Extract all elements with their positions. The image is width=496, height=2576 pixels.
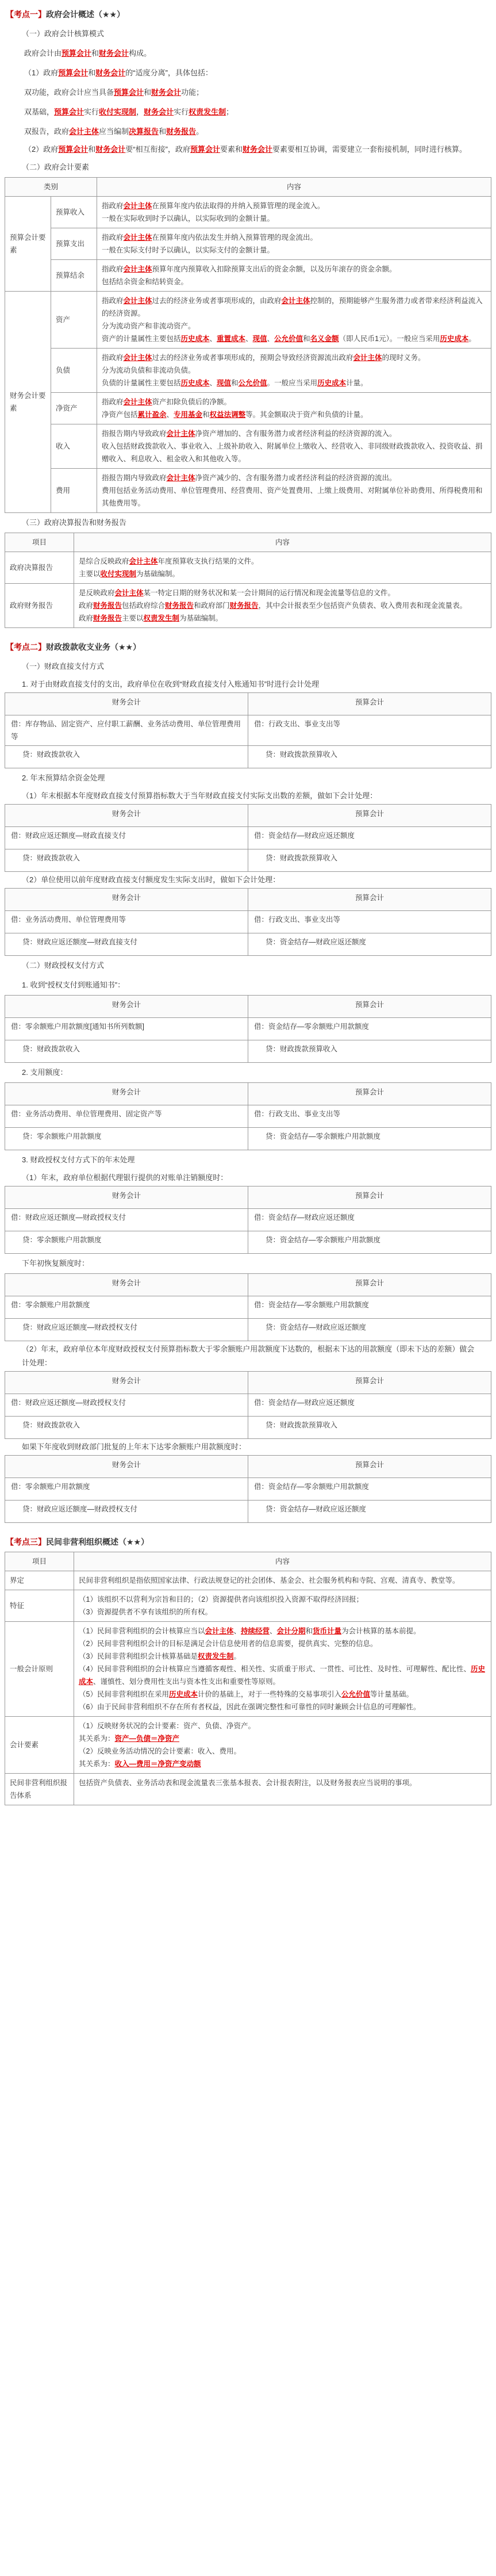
table-header: 项目 — [5, 533, 74, 552]
table-row — [5, 260, 491, 292]
table-row — [5, 746, 491, 768]
table-row — [5, 469, 491, 513]
journal-entry-table — [5, 888, 491, 956]
debit-cell: 借：行政支出、事业支出等 — [248, 1105, 491, 1128]
credit-cell: 贷：财政拨款预算收入 — [248, 1040, 491, 1063]
debit-cell: 借：库存物品、固定资产、应付职工薪酬、业务活动费用、单位管理费用等 — [5, 715, 248, 746]
debit-cell: 借：行政支出、事业支出等 — [248, 911, 491, 933]
cell-line: 收入包括财政拨款收入、事业收入、上级补助收入、附属单位上缴收入、经营收入、非同级财政拨款收入、投资收益、捐赠收入、利息收入、租金收入和其他收入等。 — [102, 442, 483, 463]
table-cell — [74, 1590, 491, 1622]
table-row — [5, 393, 491, 424]
row-name-cell: 费用 — [51, 469, 97, 513]
table-row — [5, 584, 491, 628]
cell-line: （3）民间非营利组织会计核算基础是权责发生制。 — [79, 1652, 241, 1660]
cell-line: 政府财务报告包括政府综合财务报告和政府部门财务报告，其中会计报表至少包括资产负债表、收入费用表和现金流量表。 — [79, 602, 467, 610]
table-cell — [97, 260, 491, 292]
table-header: 财务会计 — [5, 1274, 248, 1296]
cell-line: 费用包括业务活动费用、单位管理费用、经营费用、资产处置费用、上缴上级费用、对附属单位补助费用、所得税费用和其他费用等。 — [102, 487, 483, 507]
s2-heading-1: （一）财政直接支付方式 — [22, 662, 105, 671]
table-row — [5, 1571, 491, 1590]
row-name-cell: 负债 — [51, 349, 97, 393]
group-cell: 预算会计要素 — [5, 197, 51, 292]
row-name-cell: 一般会计原则 — [5, 1622, 74, 1717]
table-row — [5, 827, 491, 849]
cell-line: 是综合反映政府会计主体年度预算收支执行结果的文件。 — [79, 557, 259, 565]
row-name-cell: 资产 — [51, 292, 97, 349]
table-row — [5, 424, 491, 469]
cell-line: 指政府会计主体过去的经济业务或者事项形成的，预期会导致经济资源流出政府会计主体的现时义务。 — [102, 354, 425, 362]
table-cell — [97, 393, 491, 424]
cell-line: 包括资产负债表、业务活动表和现金流量表三张基本报表、会计报表附注，以及财务报表应当说明的事项。 — [79, 1779, 417, 1787]
table-body — [5, 197, 491, 513]
s1-paragraph: （2）政府预算会计和财务会计要“相互衔接”，政府预算会计要素和财务会计要素要相互协调，需要建立一套衔接机制，同时进行核算。 — [24, 145, 467, 154]
table-header: 财务会计 — [5, 1456, 248, 1478]
table-cell — [97, 349, 491, 393]
table-header: 类别 — [5, 178, 97, 197]
row-name-cell: 政府财务报告 — [5, 584, 74, 628]
cell-line: 一般在实际支付时予以确认，以实际支付的金额计量。 — [102, 246, 275, 254]
debit-cell: 借：业务活动费用、单位管理费用等 — [5, 911, 248, 933]
group-cell: 财务会计要素 — [5, 292, 51, 513]
row-name-cell: 预算收入 — [51, 197, 97, 228]
table-row — [5, 1622, 491, 1717]
table-body — [5, 1571, 491, 1805]
table-header: 预算会计 — [248, 1083, 491, 1105]
cell-line: 指报告期内导致政府会计主体净资产减少的、含有服务潜力或者经济利益的经济资源的流出。 — [102, 474, 397, 482]
section-2-title: 【考点二】财政拨款收支业务（★★） — [6, 642, 141, 652]
row-name-cell: 收入 — [51, 424, 97, 469]
table-row — [5, 1590, 491, 1622]
table-header-row — [5, 1372, 491, 1394]
table-row — [5, 1209, 491, 1231]
table-cell — [97, 424, 491, 469]
s2-paragraph: 如果下年度收到财政部门批复的上年末下达零余额账户用款额度时： — [22, 1442, 247, 1451]
report-table — [5, 533, 491, 628]
table-header-row — [5, 889, 491, 911]
section-1-title: 【考点一】政府会计概述（★★） — [6, 10, 125, 19]
table-header: 预算会计 — [248, 805, 491, 827]
credit-cell: 贷：零余额账户用款额度 — [5, 1231, 248, 1254]
table-header: 内容 — [74, 1552, 491, 1571]
table-header-row — [5, 805, 491, 827]
table-row — [5, 1501, 491, 1523]
credit-cell: 贷：财政应返还额度—财政直接支付 — [5, 933, 248, 956]
table-header-row — [5, 1456, 491, 1478]
cell-line: 指政府会计主体在预算年度内依法取得的并纳入预算管理的现金流入。 — [102, 202, 325, 210]
table-header: 预算会计 — [248, 1456, 491, 1478]
table-row — [5, 1717, 491, 1774]
cell-line: 指政府会计主体预算年度内预算收入扣除预算支出后的资金余额，以及历年滚存的资金余额。 — [102, 265, 397, 273]
s2-paragraph: （2）年末，政府单位本年度财政授权支付预算指标数大于零余额账户用款额度下达数的，根据未下达的用款额度（即未下达的差额）做会计处理： — [22, 1345, 475, 1367]
journal-entry-table — [5, 1273, 491, 1341]
cell-line: 指政府会计主体资产扣除负债后的净额。 — [102, 398, 232, 406]
debit-cell: 借：行政支出、事业支出等 — [248, 715, 491, 746]
cell-line: 资产的计量属性主要包括历史成本、重置成本、现值、公允价值和名义金额（即人民币1元）。一般应当采用历史成本。 — [102, 335, 476, 343]
credit-cell: 贷：财政拨款收入 — [5, 849, 248, 872]
s1-paragraph: 双基础，预算会计实行收付实现制，财务会计实行权责发生制； — [24, 108, 234, 116]
table-row — [5, 1128, 491, 1150]
table-body — [5, 552, 491, 628]
s1-paragraph: （1）政府预算会计和财务会计的“适度分离”，具体包括： — [24, 68, 213, 77]
table-cell — [74, 552, 491, 584]
table-header-row — [5, 693, 491, 715]
cell-line: 民间非营利组织是指依照国家法律、行政法规登记的社会团体、基金会、社会服务机构和寺院、宫观、清真寺、教堂等。 — [79, 1576, 460, 1584]
s2-paragraph: （1）年末，政府单位根据代理银行提供的对账单注销额度时： — [22, 1173, 228, 1182]
cell-line: 是反映政府会计主体某一特定日期的财务状况和某一会计期间的运行情况和现金流量等信息的文件。 — [79, 589, 395, 597]
table-row — [5, 1231, 491, 1254]
debit-cell: 借：财政应返还额度—财政直接支付 — [5, 827, 248, 849]
s1-heading-2: （二）政府会计要素 — [22, 163, 90, 171]
cell-line: （5）民间非营利组织在采用历史成本计价的基础上，对于一些特殊的交易事项引入公允价值等计量基础。 — [79, 1690, 414, 1698]
table-header: 预算会计 — [248, 1186, 491, 1209]
table-row — [5, 292, 491, 349]
table-cell — [74, 1717, 491, 1774]
s2-paragraph: 2. 支用额度： — [22, 1068, 68, 1077]
debit-cell: 借：零余额账户用款额度[通知书所列数额] — [5, 1018, 248, 1040]
debit-cell: 借：财政应返还额度—财政授权支付 — [5, 1394, 248, 1417]
table-row — [5, 349, 491, 393]
debit-cell: 借：资金结存—财政应返还额度 — [248, 827, 491, 849]
cell-line: 净资产包括累计盈余、专用基金和权益法调整等。其金额取决于资产和负债的计量。 — [102, 411, 368, 419]
table-row — [5, 1417, 491, 1439]
s2-paragraph: （2）单位使用以前年度财政直接支付额度发生实际支出时，做如下会计处理： — [22, 875, 280, 884]
journal-entry-table — [5, 804, 491, 872]
table-header: 财务会计 — [5, 1372, 248, 1394]
cell-line: 主要以收付实现制为基础编制。 — [79, 570, 180, 578]
table-header-row — [5, 996, 491, 1018]
s2-paragraph: 下年初恢复额度时： — [22, 1259, 90, 1268]
table-row — [5, 197, 491, 228]
table-cell — [97, 292, 491, 349]
row-name-cell: 特征 — [5, 1590, 74, 1622]
s2-paragraph: 1. 对于由财政直接支付的支出，政府单位在收到“财政直接支付入账通知书”时进行会计处理 — [22, 680, 320, 688]
table-row — [5, 552, 491, 584]
table-row — [5, 1018, 491, 1040]
s2-paragraph: 1. 收到“授权支付到账通知书”： — [22, 981, 125, 989]
journal-entry-table — [5, 1082, 491, 1150]
cell-line: 负债的计量属性主要包括历史成本、现值和公允价值。一般应当采用历史成本计量。 — [102, 379, 368, 387]
s1-paragraph: 双功能，政府会计应当具备预算会计和财务会计功能； — [24, 88, 204, 97]
npo-table — [5, 1552, 491, 1805]
table-row — [5, 1105, 491, 1128]
table-header: 财务会计 — [5, 1186, 248, 1209]
table-cell — [97, 469, 491, 513]
table-header: 项目 — [5, 1552, 74, 1571]
table-row — [5, 1478, 491, 1501]
cell-line: 其关系为：收入—费用＝净资产变动额 — [79, 1760, 201, 1768]
debit-cell: 借：资金结存—零余额账户用款额度 — [248, 1018, 491, 1040]
accounting-elements-table — [5, 177, 491, 513]
table-header-row — [5, 1186, 491, 1209]
table-cell — [74, 584, 491, 628]
cell-line: （2）民间非营利组织会计的目标是满足会计信息使用者的信息需要，提供真实、完整的信息。 — [79, 1640, 378, 1648]
s2-paragraph: （1）年末根据本年度财政直接支付预算指标数大于当年财政直接支付实际支出数的差额，做如下会计处理： — [22, 791, 378, 800]
table-header: 财务会计 — [5, 889, 248, 911]
table-header-row — [5, 1083, 491, 1105]
credit-cell: 贷：资金结存—零余额账户用款额度 — [248, 1231, 491, 1254]
credit-cell: 贷：资金结存—财政应返还额度 — [248, 933, 491, 956]
debit-cell: 借：业务活动费用、单位管理费用、固定资产等 — [5, 1105, 248, 1128]
cell-line: 其关系为：资产—负债＝净资产 — [79, 1735, 180, 1743]
cell-line: 包括结余资金和结转资金。 — [102, 278, 189, 286]
s2-heading-2: （二）财政授权支付方式 — [22, 961, 105, 970]
cell-line: （6）由于民间非营利组织不存在所有者权益，因此在强调完整性和可靠性的同时兼顾会计信息的可理解性。 — [79, 1703, 421, 1711]
table-row — [5, 1040, 491, 1063]
table-header-row — [5, 1274, 491, 1296]
row-name-cell: 界定 — [5, 1571, 74, 1590]
table-header: 财务会计 — [5, 1083, 248, 1105]
s1-paragraph: 双报告，政府会计主体应当编制决算报告和财务报告。 — [24, 127, 204, 136]
cell-line: （1）该组织不以营利为宗旨和目的；（2）资源提供者向该组织投入资源不取得经济回报； — [79, 1595, 364, 1603]
cell-line: （1）民间非营利组织的会计核算应当以会计主体、持续经营、会计分期和货币计量为会计核算的基本前提。 — [79, 1627, 421, 1635]
table-header: 预算会计 — [248, 996, 491, 1018]
debit-cell: 借：资金结存—财政应返还额度 — [248, 1394, 491, 1417]
debit-cell: 借：资金结存—零余额账户用款额度 — [248, 1478, 491, 1501]
cell-line: （3）资源提供者不享有该组织的所有权。 — [79, 1608, 212, 1616]
table-header: 财务会计 — [5, 996, 248, 1018]
row-name-cell: 民间非营利组织报告体系 — [5, 1774, 74, 1805]
credit-cell: 贷：资金结存—财政应返还额度 — [248, 1501, 491, 1523]
credit-cell: 贷：零余额账户用款额度 — [5, 1128, 248, 1150]
cell-line: 分为流动负债和非流动负债。 — [102, 366, 195, 374]
table-row — [5, 1319, 491, 1341]
row-name-cell: 预算支出 — [51, 228, 97, 260]
table-row — [5, 228, 491, 260]
debit-cell: 借：财政应返还额度—财政授权支付 — [5, 1209, 248, 1231]
credit-cell: 贷：财政拨款预算收入 — [248, 849, 491, 872]
s1-heading-3: （三）政府决算报告和财务报告 — [22, 518, 127, 527]
s1-heading-1: （一）政府会计核算模式 — [22, 29, 105, 38]
s2-paragraph: 2. 年末预算结余资金处理 — [22, 774, 105, 782]
cell-line: 指报告期内导致政府会计主体净资产增加的、含有服务潜力或者经济利益的经济资源的流入。 — [102, 430, 397, 438]
journal-entry-table — [5, 1371, 491, 1439]
table-row — [5, 849, 491, 872]
table-header: 财务会计 — [5, 693, 248, 715]
journal-entry-table — [5, 1186, 491, 1254]
table-row — [5, 933, 491, 956]
table-header: 内容 — [97, 178, 491, 197]
cell-line: （1）反映财务状况的会计要素：资产、负债、净资产。 — [79, 1722, 255, 1730]
table-cell — [74, 1622, 491, 1717]
row-name-cell: 会计要素 — [5, 1717, 74, 1774]
table-header: 财务会计 — [5, 805, 248, 827]
credit-cell: 贷：财政拨款收入 — [5, 1417, 248, 1439]
table-header: 预算会计 — [248, 1274, 491, 1296]
credit-cell: 贷：财政应返还额度—财政授权支付 — [5, 1319, 248, 1341]
credit-cell: 贷：财政拨款收入 — [5, 1040, 248, 1063]
cell-line: 政府财务报告主要以权责发生制为基础编制。 — [79, 614, 223, 622]
cell-line: 一般在实际收到时予以确认，以实际收到的金额计量。 — [102, 215, 275, 223]
table-header: 预算会计 — [248, 693, 491, 715]
journal-entry-table — [5, 1455, 491, 1523]
table-cell — [97, 197, 491, 228]
cell-line: （2）反映业务活动情况的会计要素：收入、费用。 — [79, 1747, 241, 1755]
cell-line: 指政府会计主体过去的经济业务或者事项形成的，由政府会计主体控制的，预期能够产生服务潜力或者带来经济利益流入的经济资源。 — [102, 297, 483, 317]
cell-line: 指政府会计主体在预算年度内依法发生并纳入预算管理的现金流出。 — [102, 234, 318, 242]
credit-cell: 贷：财政应返还额度—财政授权支付 — [5, 1501, 248, 1523]
table-header: 内容 — [74, 533, 491, 552]
journal-entry-table — [5, 692, 491, 768]
table-header: 预算会计 — [248, 889, 491, 911]
row-name-cell: 政府决算报告 — [5, 552, 74, 584]
journal-entry-table — [5, 995, 491, 1063]
table-row — [5, 1394, 491, 1417]
debit-cell: 借：零余额账户用款额度 — [5, 1478, 248, 1501]
debit-cell: 借：零余额账户用款额度 — [5, 1296, 248, 1319]
cell-line: （4）民间非营利组织的会计核算应当遵循客观性、相关性、实质重于形式、一贯性、可比性、及时性、可理解性、配比性、历史成本、谨慎性、划分费用性支出与资本性支出和重要性等原则。 — [79, 1665, 485, 1686]
credit-cell: 贷：财政拨款收入 — [5, 746, 248, 768]
credit-cell: 贷：财政拨款预算收入 — [248, 746, 491, 768]
debit-cell: 借：资金结存—零余额账户用款额度 — [248, 1296, 491, 1319]
section-3-title: 【考点三】民间非营利组织概述（★★） — [6, 1537, 149, 1547]
debit-cell: 借：资金结存—财政应返还额度 — [248, 1209, 491, 1231]
credit-cell: 贷：资金结存—零余额账户用款额度 — [248, 1128, 491, 1150]
table-header: 预算会计 — [248, 1372, 491, 1394]
table-row — [5, 1296, 491, 1319]
table-cell — [74, 1571, 491, 1590]
row-name-cell: 预算结余 — [51, 260, 97, 292]
s1-paragraph: 政府会计由预算会计和财务会计构成。 — [24, 49, 152, 58]
row-name-cell: 净资产 — [51, 393, 97, 424]
table-row — [5, 1774, 491, 1805]
table-cell — [97, 228, 491, 260]
table-cell — [74, 1774, 491, 1805]
credit-cell: 贷：资金结存—财政应返还额度 — [248, 1319, 491, 1341]
credit-cell: 贷：财政拨款预算收入 — [248, 1417, 491, 1439]
cell-line: 分为流动资产和非流动资产。 — [102, 322, 195, 330]
s2-paragraph: 3. 财政授权支付方式下的年末处理 — [22, 1155, 135, 1164]
table-row — [5, 715, 491, 746]
table-row — [5, 911, 491, 933]
